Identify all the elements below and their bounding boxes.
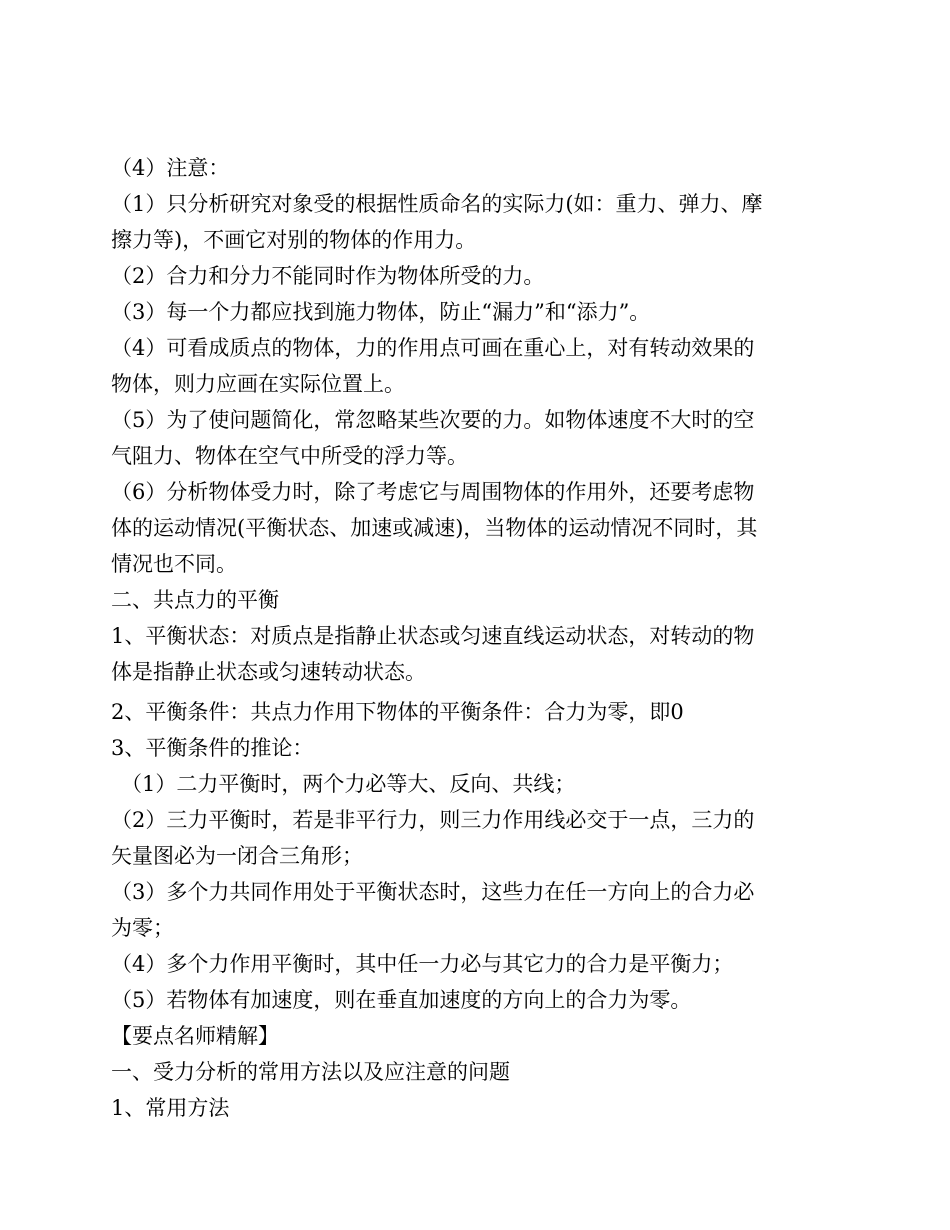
text-line-corollary-1: （1）二力平衡时，两个力必等大、反向、共线；: [121, 772, 576, 796]
text-line-note-4b: 物体，则力应画在实际位置上。: [111, 372, 405, 396]
text-line-note-6c: 情况也不同。: [111, 552, 237, 576]
text-line-corollary-5: （5）若物体有加速度，则在垂直加速度的方向上的合力为零。: [111, 988, 692, 1012]
text-line-note-5a: （5）为了使问题简化，常忽略某些次要的力。如物体速度不大时的空: [111, 408, 755, 432]
section-heading-equilibrium: 二、共点力的平衡: [111, 588, 279, 612]
text-line-note-3: （3）每一个力都应找到施力物体，防止“漏力”和“添力”。: [111, 300, 651, 324]
text-line-corollary-4: （4）多个力作用平衡时，其中任一力必与其它力的合力是平衡力；: [111, 952, 734, 976]
text-line-equilibrium-state-a: 1、平衡状态：对质点是指静止状态或匀速直线运动状态，对转动的物: [111, 624, 755, 648]
text-line-corollary-2a: （2）三力平衡时，若是非平行力，则三力作用线必交于一点，三力的: [111, 808, 755, 832]
text-line-note-6b: 体的运动情况(平衡状态、加速或减速)，当物体的运动情况不同时，其: [111, 516, 758, 540]
text-line-note-2: （2）合力和分力不能同时作为物体所受的力。: [111, 264, 545, 288]
text-line-corollary-3a: （3）多个力共同作用处于平衡状态时，这些力在任一方向上的合力必: [111, 880, 755, 904]
text-line-note-6a: （6）分析物体受力时，除了考虑它与周围物体的作用外，还要考虑物: [111, 480, 755, 504]
section-heading-key-points: 【要点名师精解】: [111, 1024, 279, 1048]
text-line-corollary-3b: 为零；: [111, 916, 174, 940]
text-line-equilibrium-state-b: 体是指静止状态或匀速转动状态。: [111, 660, 426, 684]
section-heading-force-analysis: 一、受力分析的常用方法以及应注意的问题: [111, 1060, 510, 1084]
text-line-note-1b: 擦力等)，不画它对别的物体的作用力。: [111, 228, 477, 252]
text-line-common-methods: 1、常用方法: [111, 1096, 230, 1120]
text-line-note-4a: （4）可看成质点的物体，力的作用点可画在重心上，对有转动效果的: [111, 336, 755, 360]
text-line-equilibrium-condition: 2、平衡条件：共点力作用下物体的平衡条件：合力为零，即0: [111, 700, 684, 724]
text-line-notes-heading: （4）注意：: [111, 156, 230, 180]
text-line-corollary-2b: 矢量图必为一闭合三角形；: [111, 844, 363, 868]
text-line-note-5b: 气阻力、物体在空气中所受的浮力等。: [111, 444, 468, 468]
text-line-note-1a: （1）只分析研究对象受的根据性质命名的实际力(如：重力、弹力、摩: [111, 192, 763, 216]
document-page: [111, 150, 836, 1126]
text-line-corollaries-heading: 3、平衡条件的推论：: [111, 736, 314, 760]
